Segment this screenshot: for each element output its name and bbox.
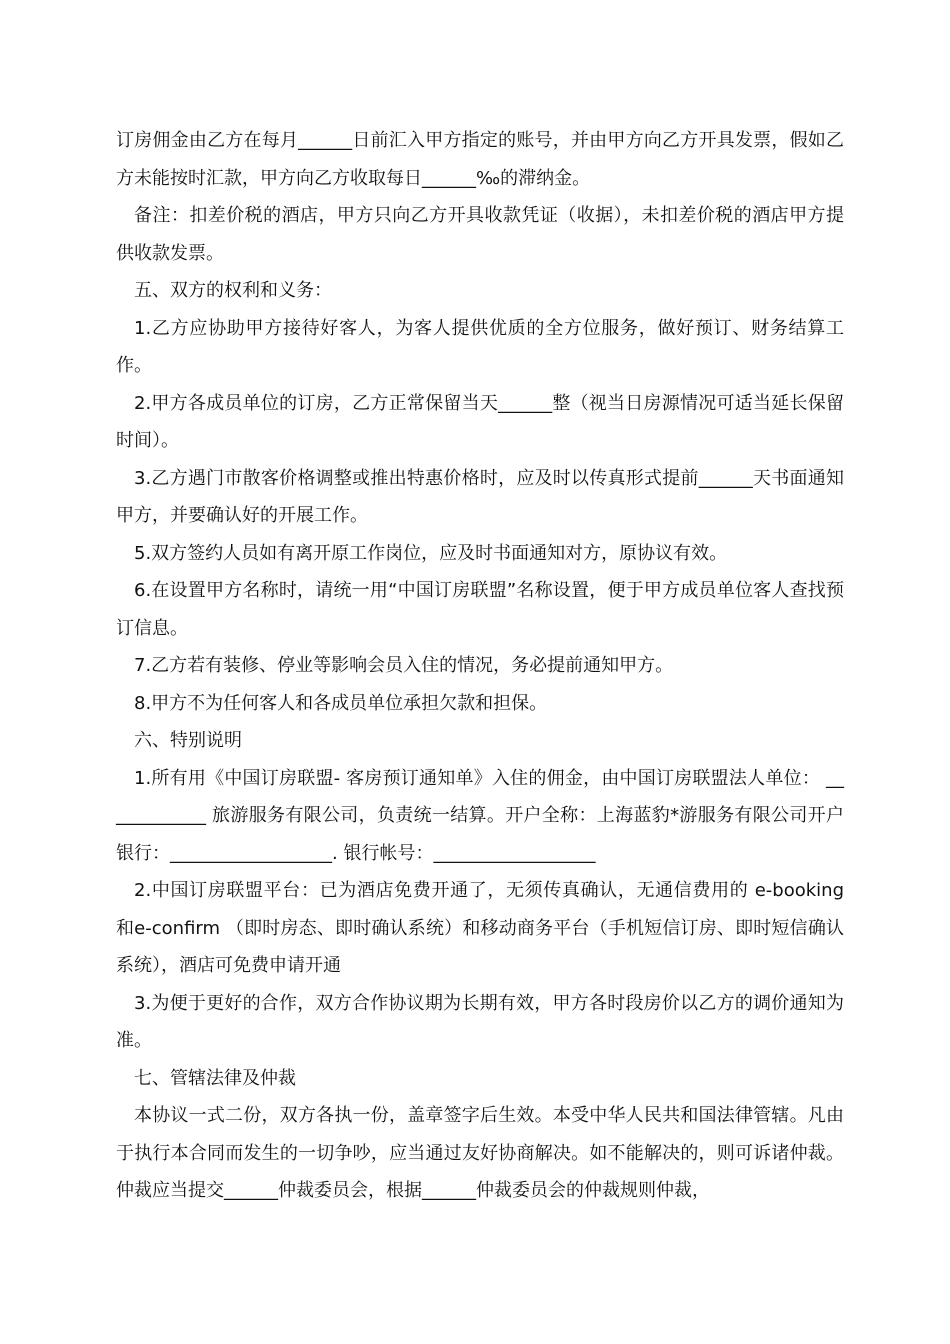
clause-5-3: 3.乙方遇门市散客价格调整或推出特惠价格时，应及时以传真形式提前______天书面通知甲方，并要确认好的开展工作。 — [116, 467, 844, 526]
document-page — [116, 122, 850, 1210]
clause-5-6: 6.在设置甲方名称时，请统一用“中国订房联盟”名称设置，便于甲方成员单位客人查找预订信息。 — [116, 580, 844, 639]
paragraph-commission-payment: 订房佣金由乙方在每月______日前汇入甲方指定的账号，并由甲方向乙方开具发票，假如乙方未能按时汇款，甲方向乙方收取每日______‰的滞纳金。 — [116, 130, 844, 189]
section-heading-rights-obligations: 五、双方的权利和义务： — [134, 280, 332, 301]
clause-6-2: 2.中国订房联盟平台：已为酒店免费开通了，无须传真确认，无通信费用的 e-booking 和e-confirm （即时房态、即时确认系统）和移动商务平台（手机短信订房、即时短信确认系统），酒店可免费申请开通 — [116, 880, 850, 976]
clause-5-5: 5.双方签约人员如有离开原工作岗位，应及时书面通知对方，原协议有效。 — [134, 542, 728, 564]
section-heading-special-notes: 六、特别说明 — [134, 730, 242, 751]
paragraph-arbitration: 本协议一式二份，双方各执一份，盖章签字后生效。本受中华人民共和国法律管辖。凡由于执行本合同而发生的一切争吵，应当通过友好协商解决。如不能解决的，则可诉诸仲裁。仲裁应当提交______仲裁委员会，根据______仲裁委员会的仲裁规则仲裁， — [116, 1105, 844, 1201]
clause-5-8: 8.甲方不为任何客人和各成员单位承担欠款和担保。 — [134, 692, 548, 714]
clause-6-3: 3.为便于更好的合作，双方合作协议期为长期有效，甲方各时段房价以乙方的调价通知为准。 — [116, 992, 844, 1051]
clause-5-7: 7.乙方若有装修、停业等影响会员入住的情况，务必提前通知甲方。 — [134, 655, 674, 676]
section-heading-law-arbitration: 七、管辖法律及仲裁 — [134, 1067, 296, 1089]
clause-5-2: 2.甲方各成员单位的订房，乙方正常保留当天______整（视当日房源情况可适当延长保留时间）。 — [116, 392, 844, 451]
clause-5-1: 1.乙方应协助甲方接待好客人，为客人提供优质的全方位服务，做好预订、财务结算工作。 — [116, 317, 844, 376]
paragraph-note-receipt: 备注：扣差价税的酒店，甲方只向乙方开具收款凭证（收据），未扣差价税的酒店甲方提供收款发票。 — [116, 205, 844, 264]
clause-6-1: 1.所有用《中国订房联盟- 客房预订通知单》入住的佣金，由中国订房联盟法人单位： ____________ 旅游服务有限公司，负责统一结算。开户全称：上海蓝豹*游服务有限公司开户银行：__________________. 银行帐号：__________________ — [116, 767, 844, 864]
